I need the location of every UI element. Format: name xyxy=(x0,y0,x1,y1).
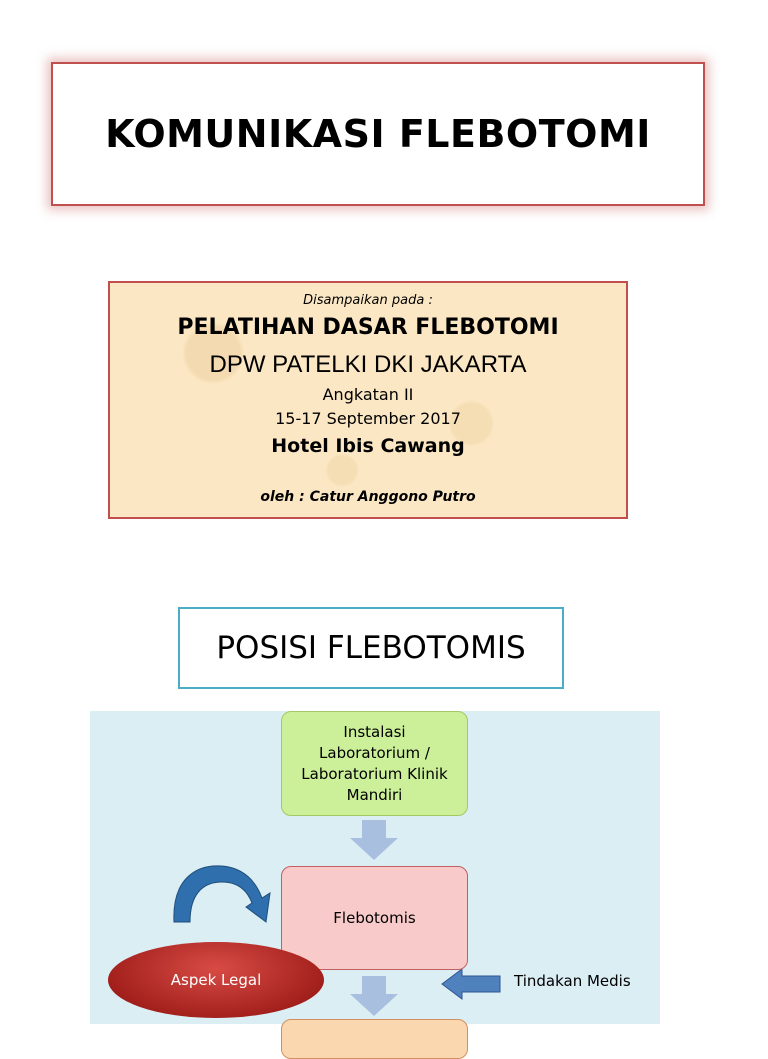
intro-text: Disampaikan pada : xyxy=(303,293,433,308)
slide-title: KOMUNIKASI FLEBOTOMI xyxy=(105,112,651,156)
node-flebotomis: Flebotomis xyxy=(281,866,468,970)
left-arrow-icon xyxy=(442,969,500,999)
node-laboratorium: Instalasi Laboratorium / Laboratorium Klinik Mandiri xyxy=(281,711,468,816)
down-arrow-icon xyxy=(350,976,398,1016)
venue-text: Hotel Ibis Cawang xyxy=(271,435,465,457)
presenter-prefix: oleh xyxy=(260,489,295,505)
date-text: 15-17 September 2017 xyxy=(275,409,461,428)
node-next-partial xyxy=(281,1019,468,1059)
tindakan-medis-label: Tindakan Medis xyxy=(514,972,631,990)
aspek-legal-ellipse: Aspek Legal xyxy=(108,942,324,1018)
organizer-name: DPW PATELKI DKI JAKARTA xyxy=(209,351,527,378)
curved-arrow-icon xyxy=(174,866,270,922)
event-name: PELATIHAN DASAR FLEBOTOMI xyxy=(177,315,559,340)
presenter-name: : Catur Anggono Putro xyxy=(299,489,476,505)
batch-text: Angkatan II xyxy=(322,385,414,404)
down-arrow-icon xyxy=(350,820,398,860)
section-title: POSISI FLEBOTOMIS xyxy=(216,630,526,666)
